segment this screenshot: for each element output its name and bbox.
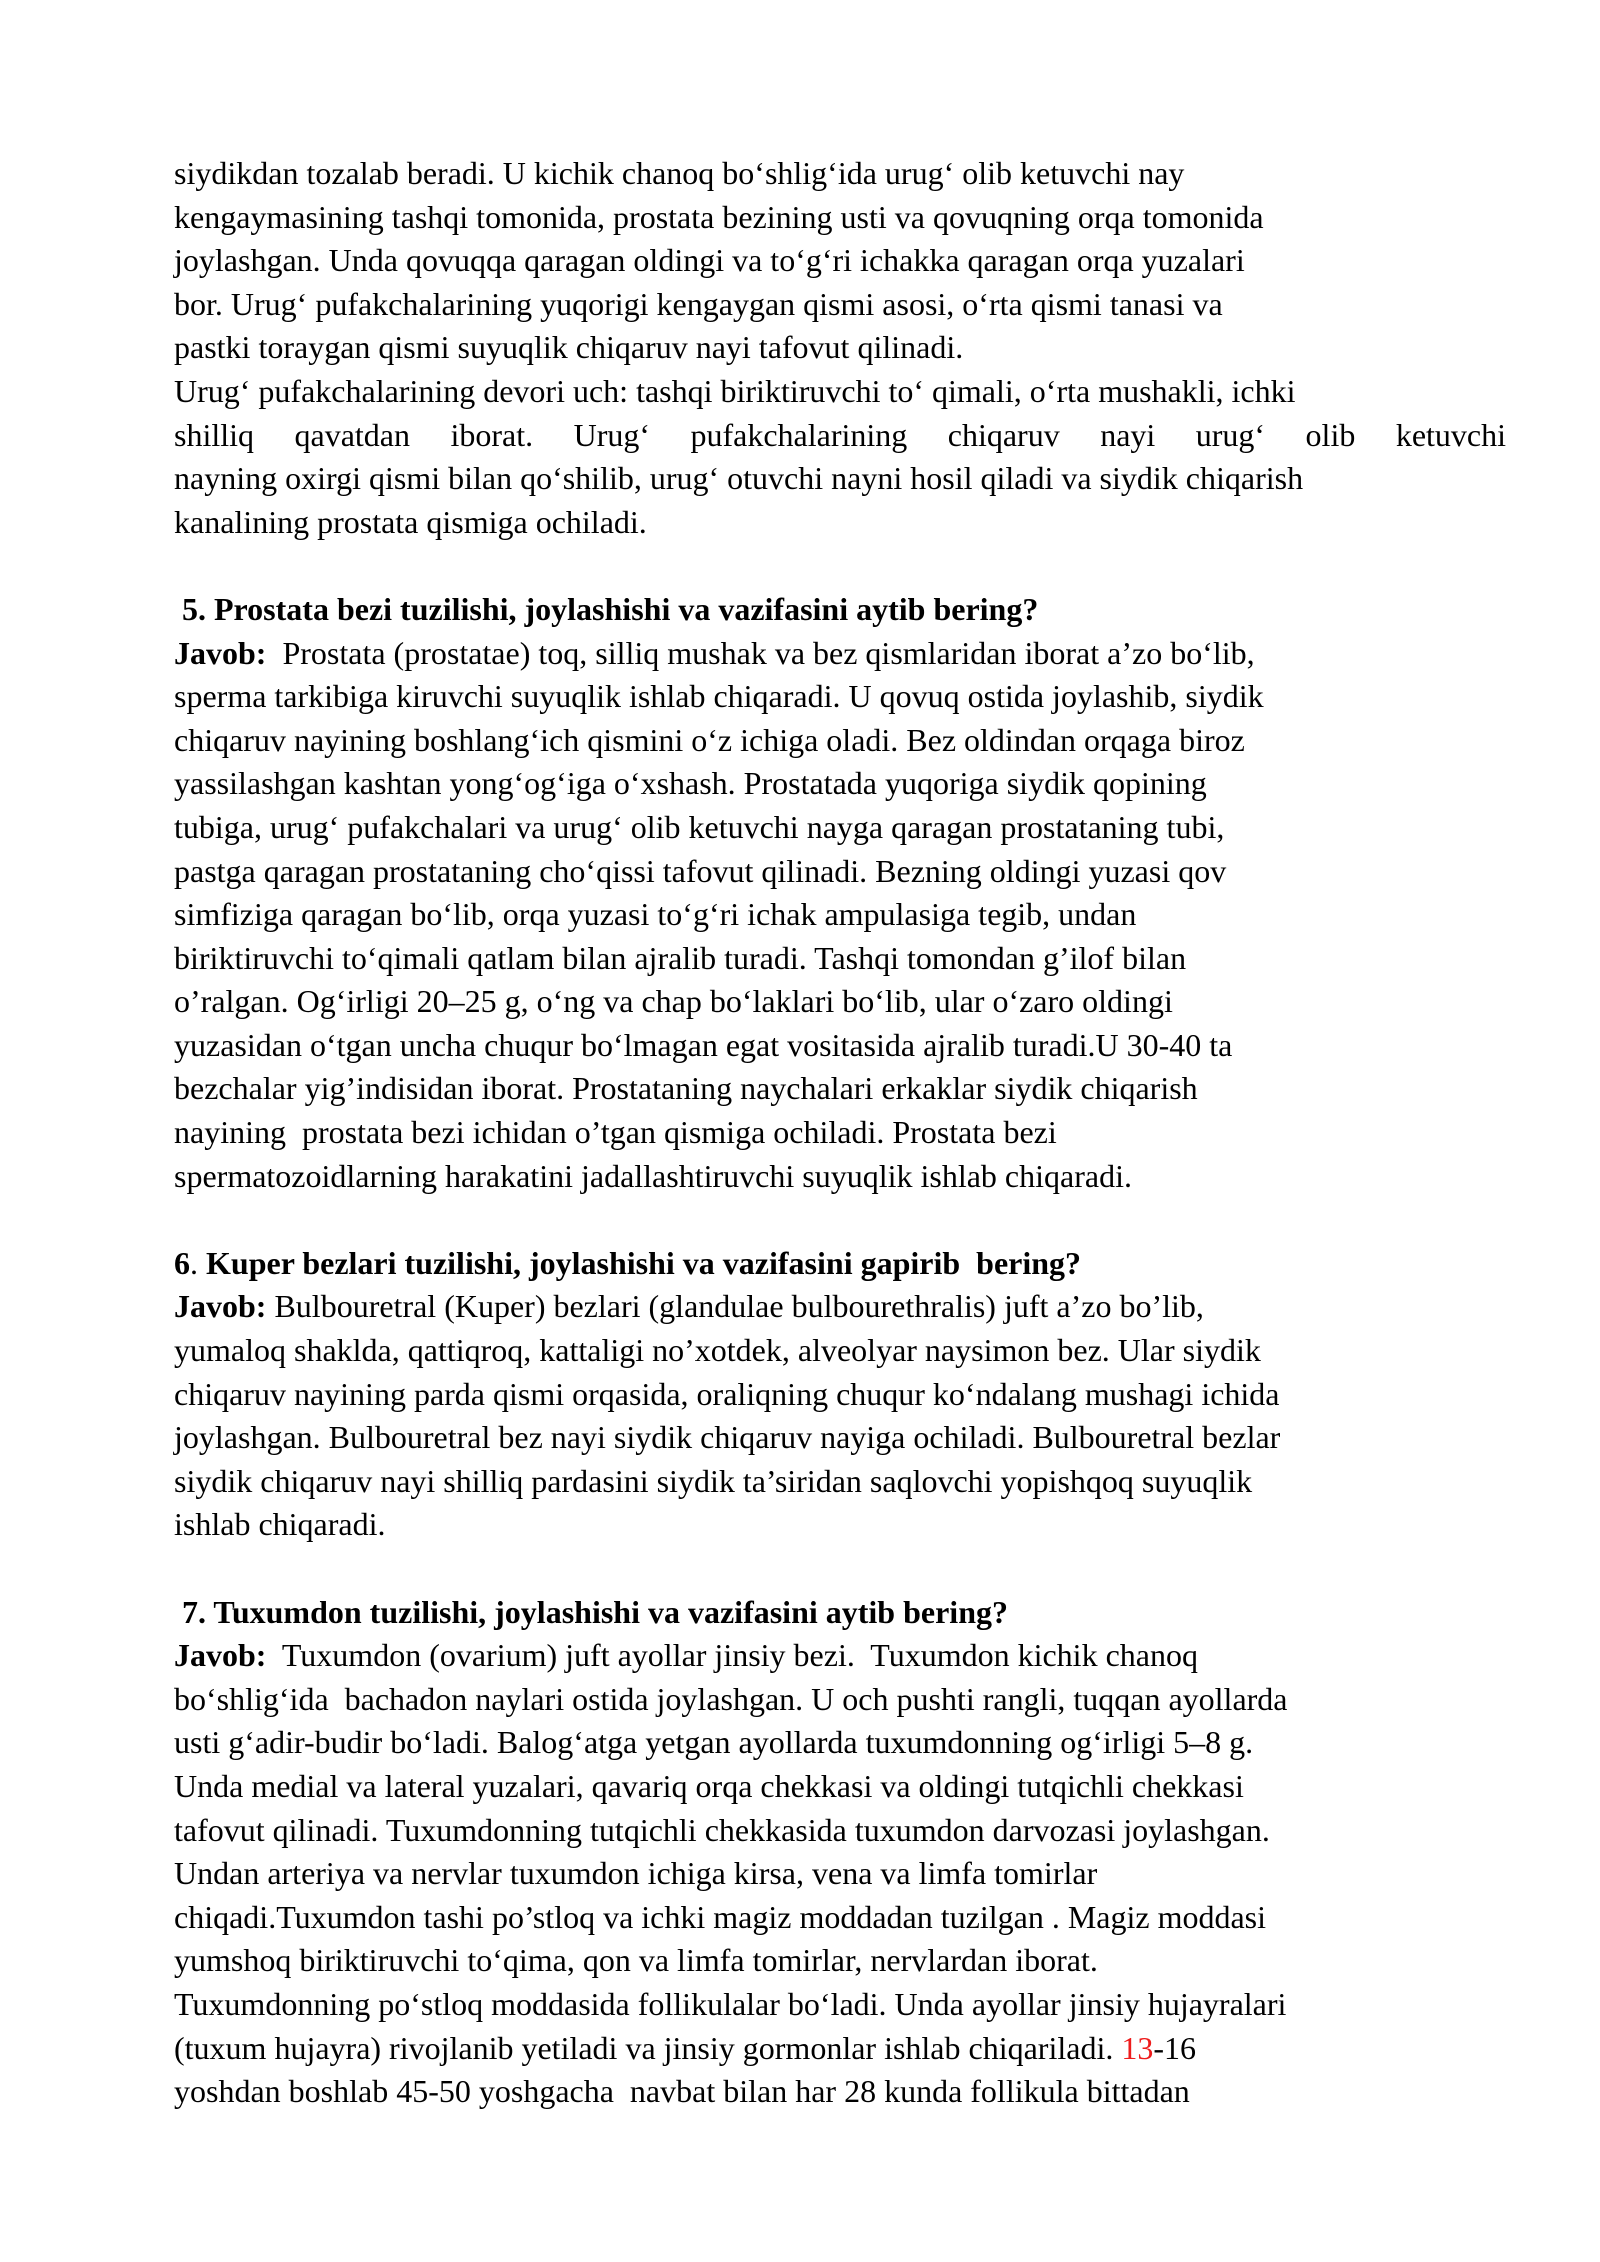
text-line: yumshoq biriktiruvchi to‘qima, qon va limfa tomirlar, nervlardan iborat. — [174, 1942, 1098, 1979]
text-line: Undan arteriya va nervlar tuxumdon ichiga kirsa, vena va limfa tomirlar — [174, 1855, 1098, 1892]
text-line: yassilashgan kashtan yong‘og‘iga o‘xshash. Prostatada yuqoriga siydik qopining — [174, 765, 1207, 802]
text-line: ishlab chiqaradi. — [174, 1506, 386, 1543]
answer-text: Bulbouretral (Kuper) bezlari (glandulae bulbourethralis) juft a’zo bo’lib, — [266, 1288, 1204, 1325]
document-page — [174, 152, 1506, 2114]
paragraph-seminal-vesicles — [174, 152, 1506, 544]
text-line: siydikdan tozalab beradi. U kichik chanoq bo‘shlig‘ida urug‘ olib ketuvchi nay — [174, 155, 1185, 191]
text-line: joylashgan. Bulbouretral bez nayi siydik chiqaruv nayiga ochiladi. Bulbouretral bezlar — [174, 1419, 1281, 1456]
question-6-heading — [174, 1242, 1506, 1286]
text-line: chiqadi.Tuxumdon tashi po’stloq va ichki magiz moddadan tuzilgan . Magiz moddasi — [174, 1898, 1266, 1935]
text-line: joylashgan. Unda qovuqqa qaragan oldingi va to‘g‘ri ichakka qaragan orqa yuzalari — [174, 242, 1245, 279]
text-line: Unda medial va lateral yuzalari, qavariq orqa chekkasi va oldingi tutqichli chekkasi — [174, 1767, 1244, 1804]
answer-label: Javob: — [174, 1637, 267, 1674]
text-line: simfiziga qaragan bo‘lib, orqa yuzasi to‘g‘ri ichak ampulasiga tegib, undan — [174, 896, 1137, 933]
text-line: tafovut qilinadi. Tuxumdonning tutqichli chekkasida tuxumdon darvozasi joylashgan. — [174, 1811, 1270, 1848]
text-line: bezchalar yig’indisidan iborat. Prostataning naychalari erkaklar siydik chiqarish — [174, 1070, 1198, 1107]
spacer — [174, 1198, 1506, 1242]
answer-label: Javob: — [174, 634, 267, 671]
text-line: usti g‘adir-budir bo‘ladi. Balog‘atga yetgan ayollarda tuxumdonning og‘irligi 5–8 g. — [174, 1724, 1254, 1761]
text-line: sperma tarkibiga kiruvchi suyuqlik ishlab chiqaradi. U qovuq ostida joylashib, siydik — [174, 678, 1264, 715]
question-7-section — [174, 1591, 1506, 2114]
spacer — [174, 544, 1506, 588]
answer-6-first-line — [174, 1285, 1506, 1329]
text-line: yumaloq shaklda, qattiqroq, kattaligi no’xotdek, alveolyar naysimon bez. Ular siydik — [174, 1332, 1261, 1369]
text-line: siydik chiqaruv nayi shilliq pardasini siydik ta’siridan saqlovchi yopishqoq suyuqlik — [174, 1462, 1253, 1499]
text-line: nayning oxirgi qismi bilan qo‘shilib, urug‘ otuvchi nayni hosil qiladi va siydik chiqarish — [174, 460, 1304, 497]
question-5-section — [174, 588, 1506, 1198]
text-line: shilliq qavatdan iborat. Urug‘ pufakchalarining chiqaruv nayi urug‘ olib ketuvchi — [174, 416, 1506, 453]
text-line: chiqaruv nayining boshlang‘ich qismini o‘z ichiga oladi. Bez oldindan orqaga biroz — [174, 721, 1245, 758]
text-line-highlight — [174, 2027, 1506, 2071]
text-line: spermatozoidlarning harakatini jadallashtiruvchi suyuqlik ishlab chiqaradi. — [174, 1157, 1132, 1194]
text-segment: (tuxum hujayra) rivojlanib yetiladi va jinsiy gormonlar ishlab chiqariladi. — [174, 2029, 1122, 2066]
answer-text: Tuxumdon (ovarium) juft ayollar jinsiy bezi. Tuxumdon kichik chanoq — [266, 1637, 1198, 1674]
question-5-heading: 5. Prostata bezi tuzilishi, joylashishi va vazifasini aytib bering? — [182, 590, 1039, 627]
question-7-heading: 7. Tuxumdon tuzilishi, joylashishi va vazifasini aytib bering? — [182, 1593, 1008, 1630]
answer-7-first-line — [174, 1634, 1506, 1678]
text-line: tubiga, urug‘ pufakchalari va urug‘ olib ketuvchi nayga qaragan prostataning tubi, — [174, 808, 1225, 845]
answer-5-first-line — [174, 632, 1506, 676]
text-segment: -16 — [1153, 2029, 1196, 2066]
highlighted-number: 13 — [1121, 2029, 1154, 2066]
text-line: bor. Urug‘ pufakchalarining yuqorigi kengaygan qismi asosi, o‘rta qismi tanasi va — [174, 285, 1223, 322]
text-line: nayining prostata bezi ichidan o’tgan qismiga ochiladi. Prostata bezi — [174, 1114, 1057, 1151]
question-6-dot: . — [190, 1244, 198, 1281]
answer-label: Javob: — [174, 1288, 267, 1325]
text-line: chiqaruv nayining parda qismi orqasida, oraliqning chuqur ko‘ndalang mushagi ichida — [174, 1375, 1280, 1412]
text-line: bo‘shlig‘ida bachadon naylari ostida joylashgan. U och pushti rangli, tuqqan ayollarda — [174, 1680, 1288, 1717]
text-line: biriktiruvchi to‘qimali qatlam bilan ajralib turadi. Tashqi tomondan g’ilof bilan — [174, 939, 1187, 976]
question-6-title: Kuper bezlari tuzilishi, joylashishi va vazifasini gapirib bering? — [198, 1244, 1082, 1281]
question-6-number: 6 — [174, 1244, 190, 1281]
question-6-section — [174, 1242, 1506, 1547]
text-line: yoshdan boshlab 45-50 yoshgacha navbat bilan har 28 kunda follikula bittadan — [174, 2073, 1190, 2110]
text-line: o’ralgan. Og‘irligi 20–25 g, o‘ng va chap bo‘laklari bo‘lib, ular o‘zaro oldingi — [174, 983, 1173, 1020]
text-line: pastki toraygan qismi suyuqlik chiqaruv nayi tafovut qilinadi. — [174, 329, 964, 366]
spacer — [174, 1547, 1506, 1591]
text-line: kengaymasining tashqi tomonida, prostata bezining usti va qovuqning orqa tomonida — [174, 198, 1264, 235]
text-line: kanalining prostata qismiga ochiladi. — [174, 503, 647, 540]
text-line: Urug‘ pufakchalarining devori uch: tashqi biriktiruvchi to‘ qimali, o‘rta mushakli, ichki — [174, 372, 1296, 409]
text-line: yuzasidan o‘tgan uncha chuqur bo‘lmagan egat vositasida ajralib turadi.U 30-40 ta — [174, 1026, 1233, 1063]
text-line: Tuxumdonning po‘stloq moddasida follikulalar bo‘ladi. Unda ayollar jinsiy hujayralari — [174, 1985, 1287, 2022]
answer-text: Prostata (prostatae) toq, silliq mushak va bez qismlaridan iborat a’zo bo‘lib, — [266, 634, 1255, 671]
text-line: pastga qaragan prostataning cho‘qissi tafovut qilinadi. Bezning oldingi yuzasi qov — [174, 852, 1227, 889]
